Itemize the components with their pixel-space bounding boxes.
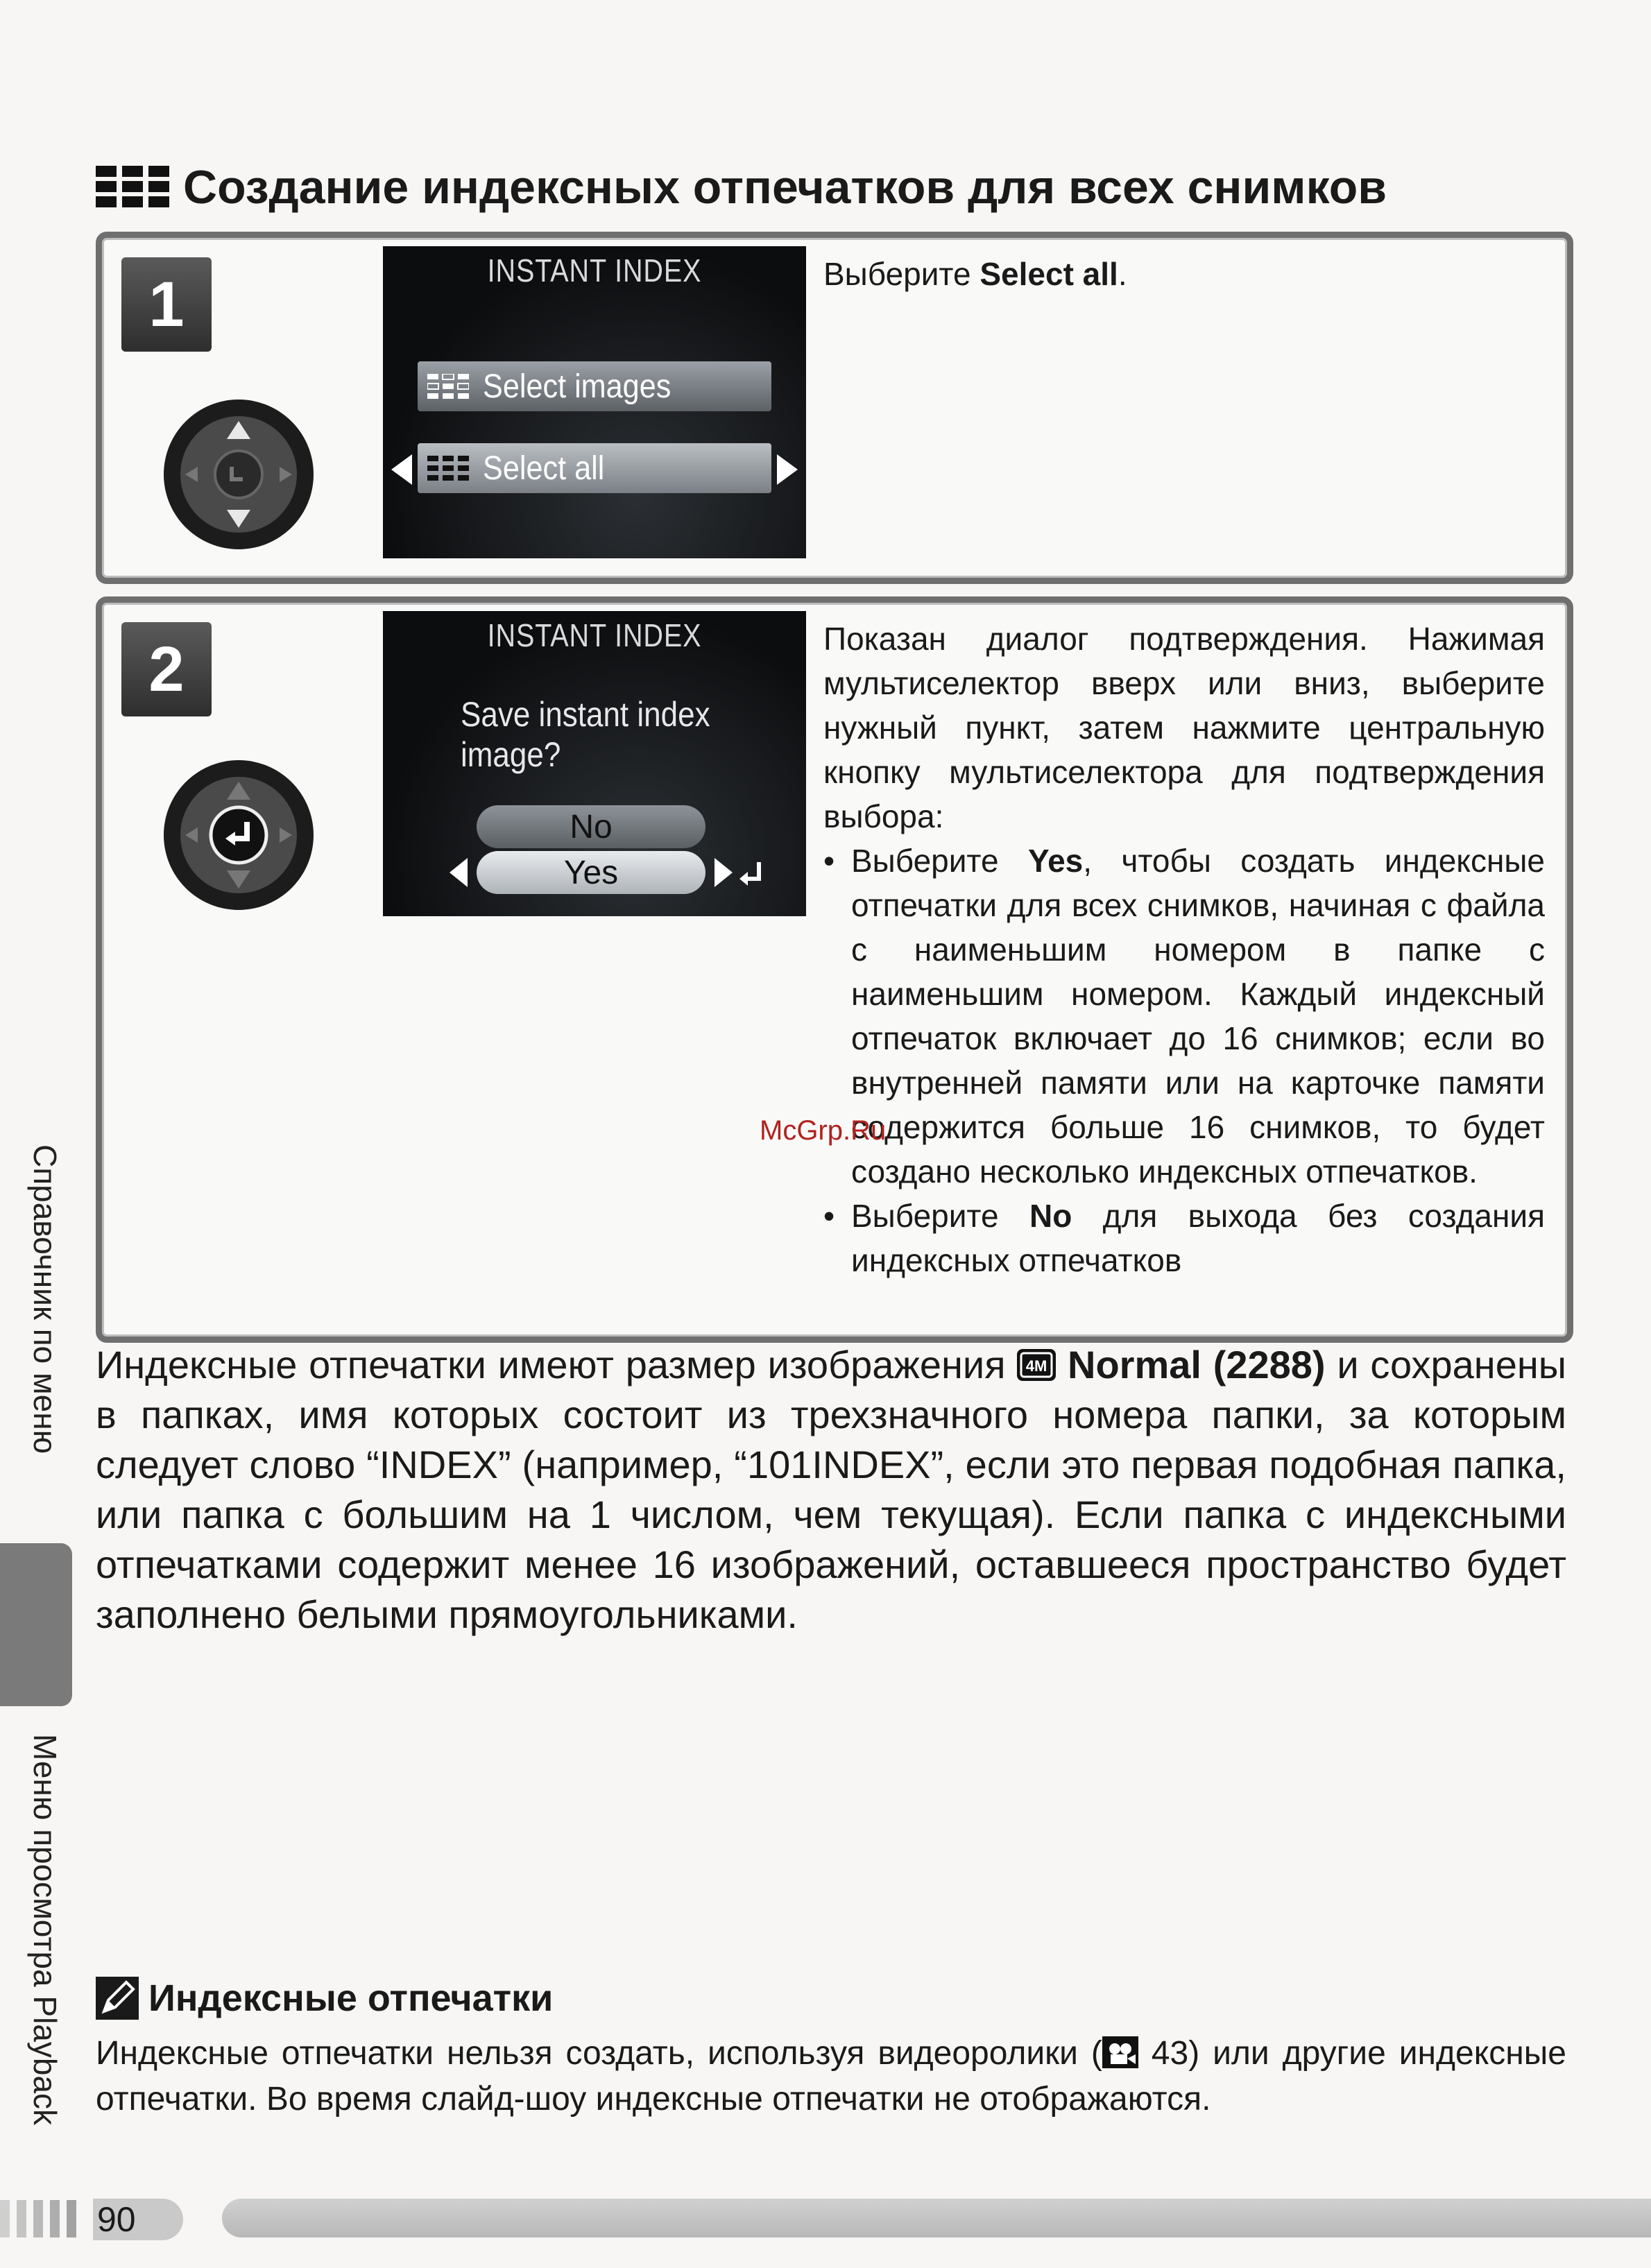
bullet-yes <box>823 839 1545 1194</box>
camera-screen <box>383 611 806 916</box>
index-grid-icon <box>96 166 169 209</box>
select-images-icon <box>427 374 469 399</box>
svg-text:4M: 4M <box>1025 1357 1047 1375</box>
menu-label: Select all <box>483 449 605 487</box>
image-size-4m-icon <box>1017 1349 1056 1381</box>
multi-selector-ok-icon <box>162 758 316 912</box>
body-text: Индексные отпечатки имеют размер изображения <box>96 1343 1018 1386</box>
body-text: и сохранены в папках, имя которых состоит из трехзначного номера папки, за которым следует слово “INDEX” (например, “101INDEX”, если это первая подобная папка, или папка с большим на 1 числом, чем текущая). Если папка с индексными отпечатками содержит менее 16 изображений, оставшееся пространство будет заполнено белыми прямоугольниками. <box>96 1343 1567 1636</box>
option-label: Yes <box>563 854 619 891</box>
intro-text: Показан диалог подтверждения. Нажимая мультиселектор вверх или вниз, выберите нужный пункт, затем нажмите центральную кнопку мультиселектора для подтверждения выбора: <box>823 621 1545 834</box>
option-no-button[interactable] <box>477 805 705 848</box>
option-yes-button[interactable] <box>477 851 705 894</box>
footer-strip <box>222 2199 1651 2237</box>
option-label: No <box>570 808 613 845</box>
step-number: 2 <box>121 622 212 716</box>
side-label-playback-menu: Меню просмотра Playback <box>27 1734 63 2126</box>
select-all-icon <box>427 456 469 481</box>
desc-text: . <box>1118 256 1127 292</box>
menu-item-select-images[interactable] <box>418 361 771 411</box>
note-heading-text: Индексные отпечатки <box>148 1977 554 2019</box>
arrow-left-icon <box>391 454 412 485</box>
step-2-box <box>96 596 1573 1343</box>
movie-mode-icon <box>1102 2036 1138 2068</box>
screen-title: INSTANT INDEX <box>487 252 702 289</box>
arrow-left-icon <box>450 858 468 887</box>
watermark: McGrp.Ru <box>760 1115 887 1146</box>
step-1-description <box>823 252 1538 296</box>
arrow-right-icon <box>715 858 733 887</box>
bullet-text: для выхода без создания индексных отпечатков <box>851 1198 1546 1278</box>
enter-icon <box>737 859 764 887</box>
note-heading <box>96 1977 553 2020</box>
bullet-bold: Yes <box>1027 843 1084 879</box>
desc-text: Выберите <box>823 256 980 292</box>
multi-selector-down-icon <box>162 397 316 551</box>
side-label-reference: Справочник по меню <box>27 1144 63 1454</box>
footer-bars-decoration <box>0 2197 83 2240</box>
note-body <box>96 2031 1566 2122</box>
bullet-text: , чтобы создать индексные отпечатки для всех снимков, начиная с файла с наименьшим номером в папке с наименьшим номером. Каждый индексный отпечаток включает до 16 снимков; если во внутренней памяти или на карточке памяти содержится больше 16 снимков, то будет создано несколько индексных отпечатков. <box>851 843 1545 1189</box>
arrow-right-icon <box>777 454 798 485</box>
body-bold: Normal (2288) <box>1068 1343 1326 1386</box>
bullet-text: Выберите <box>851 1198 1029 1234</box>
note-text: Индексные отпечатки нельзя создать, используя видеоролики ( <box>96 2035 1102 2072</box>
bullet-no <box>823 1194 1545 1282</box>
note-pencil-icon <box>96 1977 139 2020</box>
page-number: 90 <box>93 2199 183 2240</box>
bullet-bold: No <box>1029 1198 1072 1234</box>
camera-screen <box>383 246 806 558</box>
section-title <box>96 153 1552 222</box>
menu-item-select-all[interactable] <box>418 443 771 493</box>
step-2-description <box>823 617 1545 1282</box>
note-text: 43) или другие индексные отпечатки. Во время слайд-шоу индексные отпечатки не отображаются. <box>96 2035 1566 2117</box>
dialog-question <box>461 694 710 775</box>
menu-label: Select images <box>483 368 671 405</box>
step-number: 1 <box>121 257 212 352</box>
question-line: image? <box>461 735 561 774</box>
bullet-text: Выберите <box>851 843 1028 879</box>
screen-title: INSTANT INDEX <box>487 617 702 653</box>
desc-bold: Select all <box>980 256 1118 292</box>
step-1-box <box>96 232 1573 584</box>
side-tab-marker <box>0 1543 72 1706</box>
title-text: Создание индексных отпечатков для всех снимков <box>183 161 1387 214</box>
question-line: Save instant index <box>461 695 710 734</box>
body-paragraph <box>96 1340 1566 1640</box>
